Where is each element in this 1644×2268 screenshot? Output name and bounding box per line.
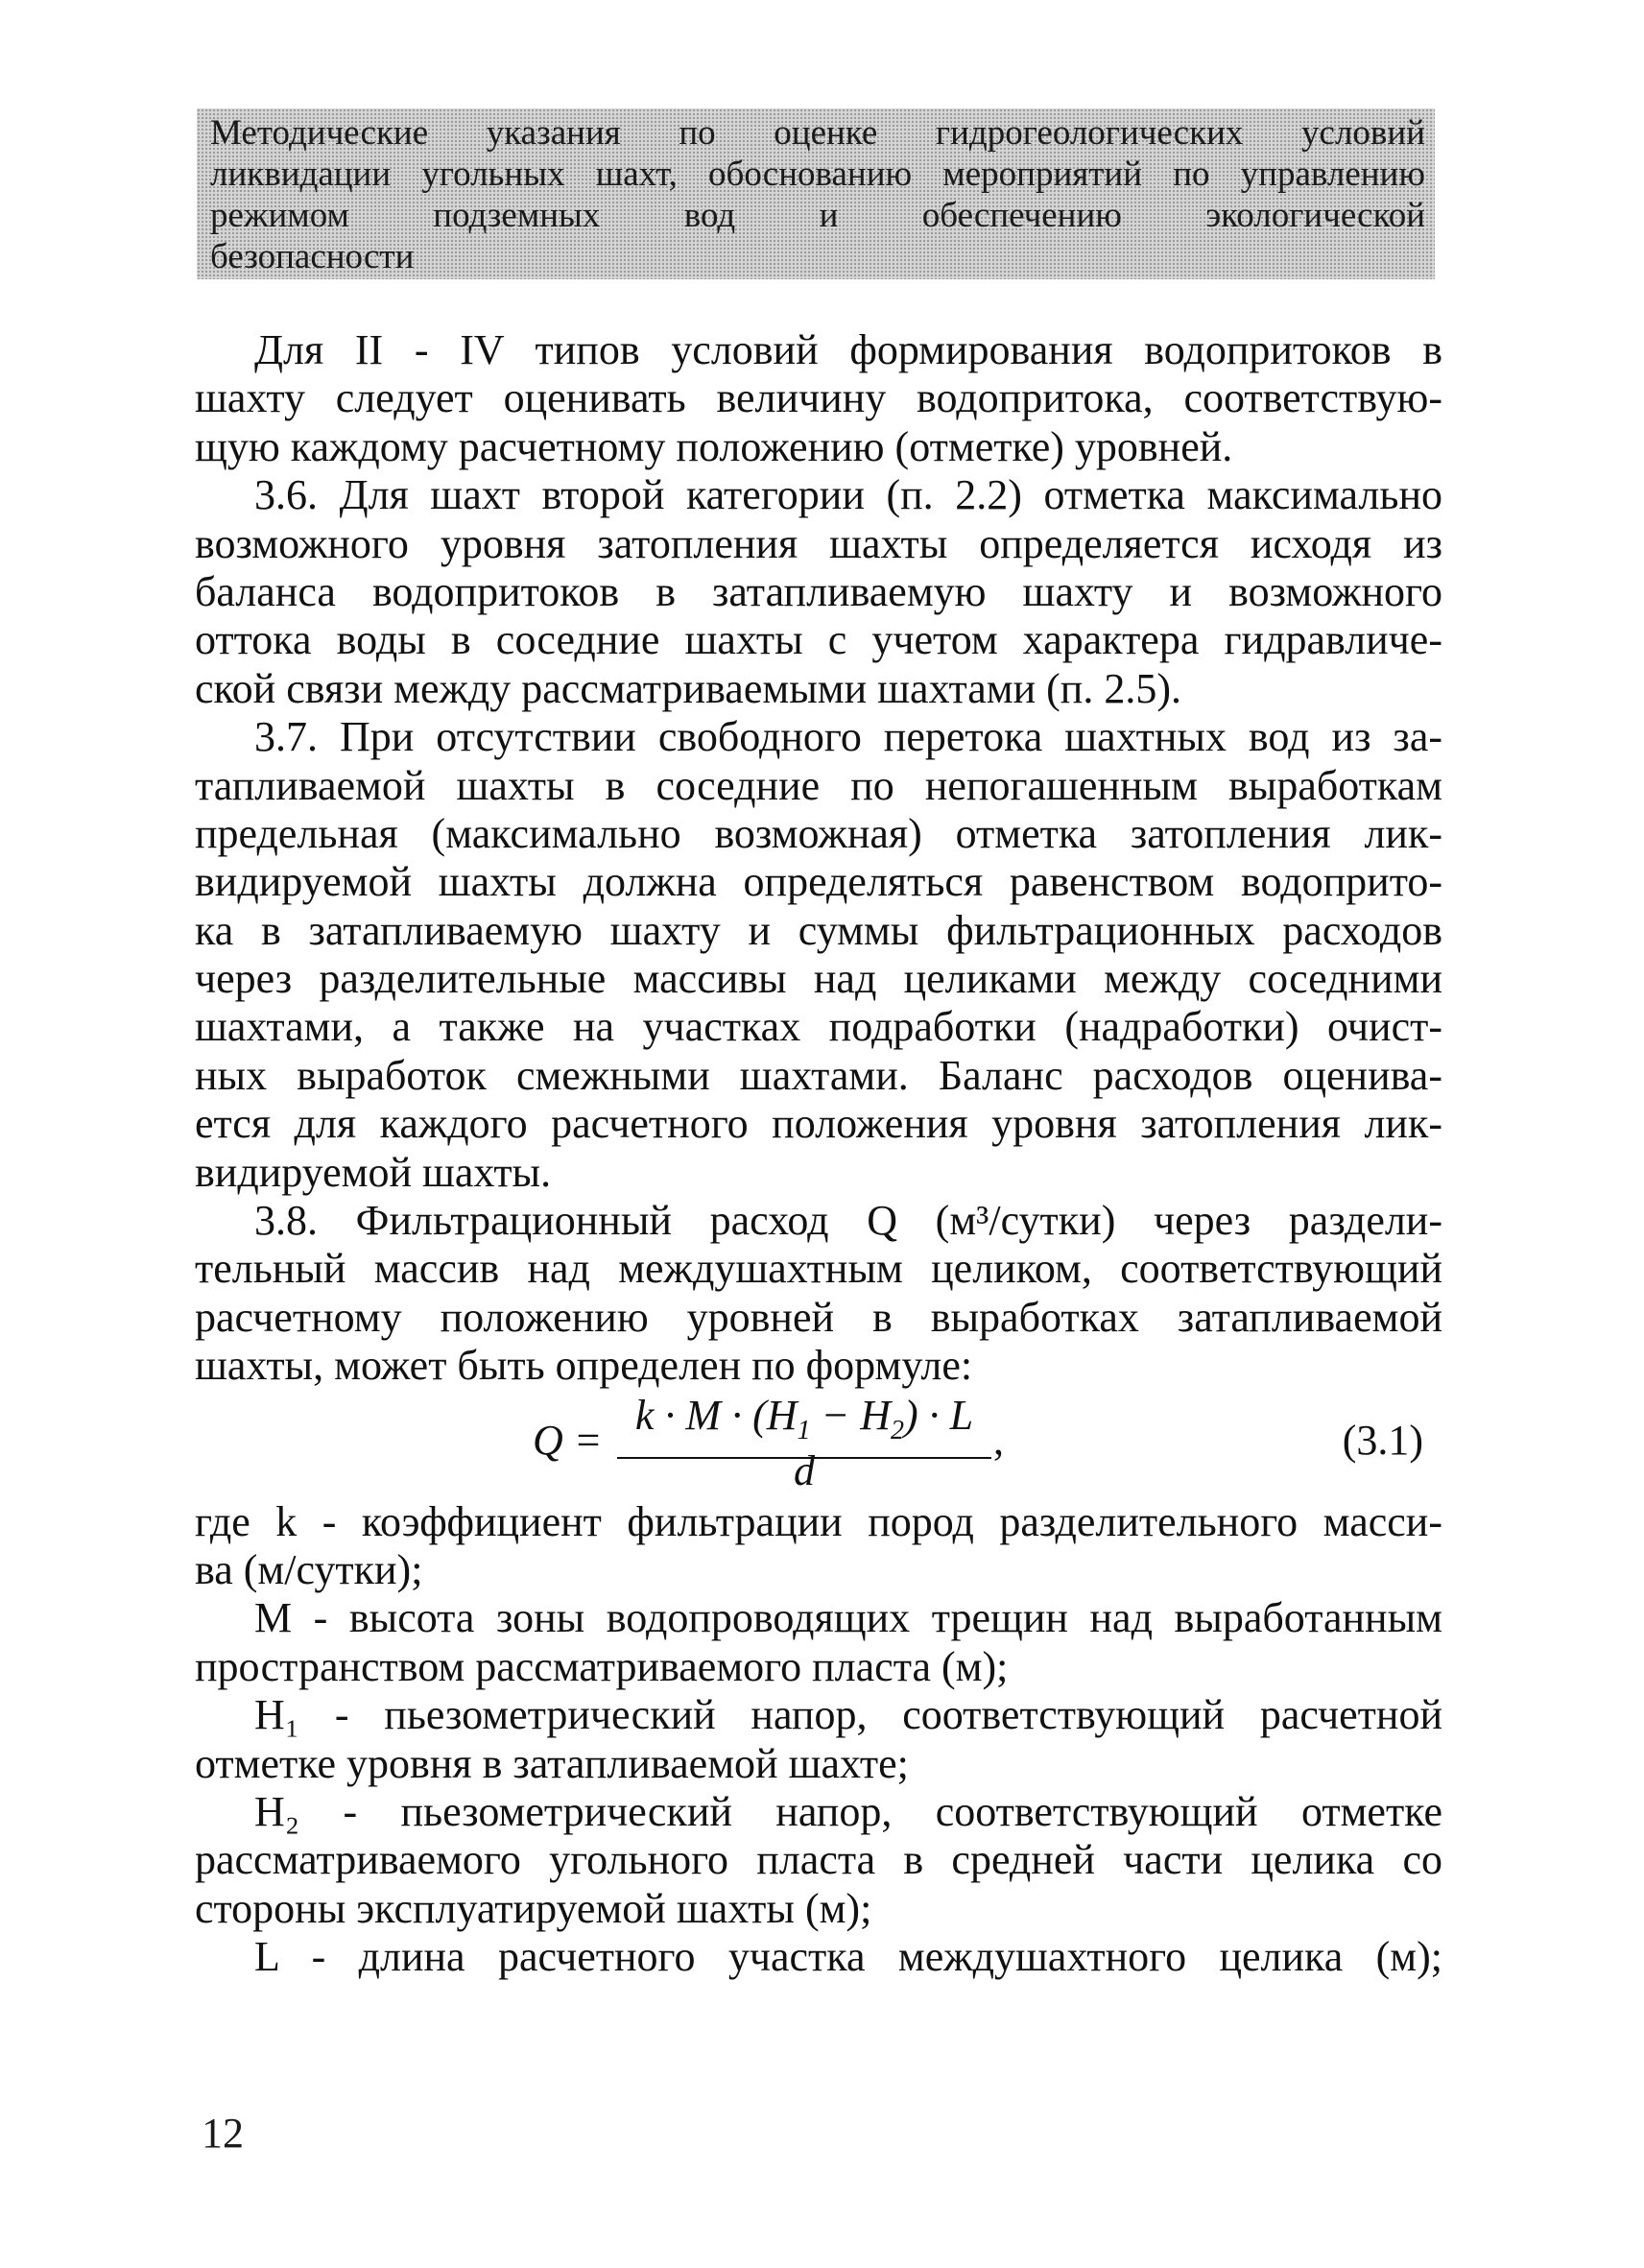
formula-denominator: d [794,1446,815,1494]
body-line: 3.8. Фильтрационный расход Q (м³/сутки) через раздели- [254,1197,1442,1245]
formula-lhs: Q = [533,1416,603,1464]
body-line: рассматриваемого угольного пласта в средней части целика со [195,1836,1442,1884]
body-line: расчетному положению уровней в выработках затапливаемой [195,1293,1442,1341]
formula-num-part-a: k · M · (H [634,1391,798,1439]
body-line: ской связи между рассматриваемыми шахтами (п. 2.5). [195,664,1182,712]
body-line: баланса водопритоков в затапливаемую шахту и возможного [195,567,1442,615]
body-line: 3.7. При отсутствии свободного перетока шахтных вод из за- [254,713,1442,761]
body-line: оттока воды в соседние шахты с учетом характера гидравличе- [195,616,1442,664]
formula-number: (3.1) [1342,1416,1423,1464]
body-line: шахтами, а также на участках подработки (надработки) очист- [195,1003,1442,1051]
formula-comma: , [993,1416,1004,1464]
formula-num-part-b: − H [810,1391,891,1439]
body-line: шахты, может быть определен по формуле: [195,1342,973,1390]
body-line: тельный массив над междушахтным целиком, соответствующий [195,1245,1442,1293]
body-line: отметке уровня в затапливаемой шахте; [195,1739,909,1787]
formula-num-part-c: ) · L [903,1391,974,1439]
body-line: пространством рассматриваемого пласта (м); [195,1642,1009,1690]
body-line: видируемой шахты должна определяться равенством водоприто- [195,858,1442,906]
body-line: M - высота зоны водопроводящих трещин над выработанным [254,1594,1442,1642]
body-line: тапливаемой шахты в соседние по непогашенным выработкам [195,761,1442,809]
body-line: L - длина расчетного участка междушахтного целика (м); [254,1933,1442,1981]
body-line: H₂ - пьезометрический напор, соответствующий отметке [254,1787,1442,1835]
page-number: 12 [202,2110,244,2157]
document-header-band [197,108,1435,279]
header-line-3: режимом подземных вод и обеспечению экологической [210,196,1425,235]
body-line: предельная (максимально возможная) отметка затопления лик- [195,809,1442,857]
header-line-2: ликвидации угольных шахт, обоснованию мероприятий по управлению [210,155,1425,194]
body-line: щую каждому расчетному положению (отметке) уровней. [195,422,1233,470]
body-line: ется для каждого расчетного положения уровня затопления лик- [195,1100,1442,1148]
body-line: ка в затапливаемую шахту и суммы фильтрационных расходов [195,906,1442,954]
body-line: Для II - IV типов условий формирования водопритоков в [254,326,1442,373]
formula-3-1 [195,1391,1442,1498]
body-line: H₁ - пьезометрический напор, соответствующий расчетной [254,1691,1442,1739]
header-line-1: Методические указания по оценке гидрогеологических условий [210,113,1425,153]
body-line: где k - коэффициент фильтрации пород разделительного масси- [195,1497,1442,1545]
header-line-4: безопасности [210,237,415,276]
body-line: возможного уровня затопления шахты определяется исходя из [195,519,1442,567]
document-body [195,326,1442,1982]
body-line: видируемой шахты. [195,1148,552,1196]
formula-sub-2: 2 [890,1415,904,1445]
body-line: ва (м/сутки); [195,1545,423,1593]
body-line: стороны эксплуатируемой шахты (м); [195,1884,872,1932]
body-line: через разделительные массивы над целиками между соседними [195,955,1442,1003]
body-line: 3.6. Для шахт второй категории (п. 2.2) отметка максимально [254,471,1442,519]
body-line: шахту следует оценивать величину водопритока, соответствую- [195,374,1442,422]
formula-sub-1: 1 [797,1415,811,1445]
body-line: ных выработок смежными шахтами. Баланс расходов оценива- [195,1051,1442,1099]
